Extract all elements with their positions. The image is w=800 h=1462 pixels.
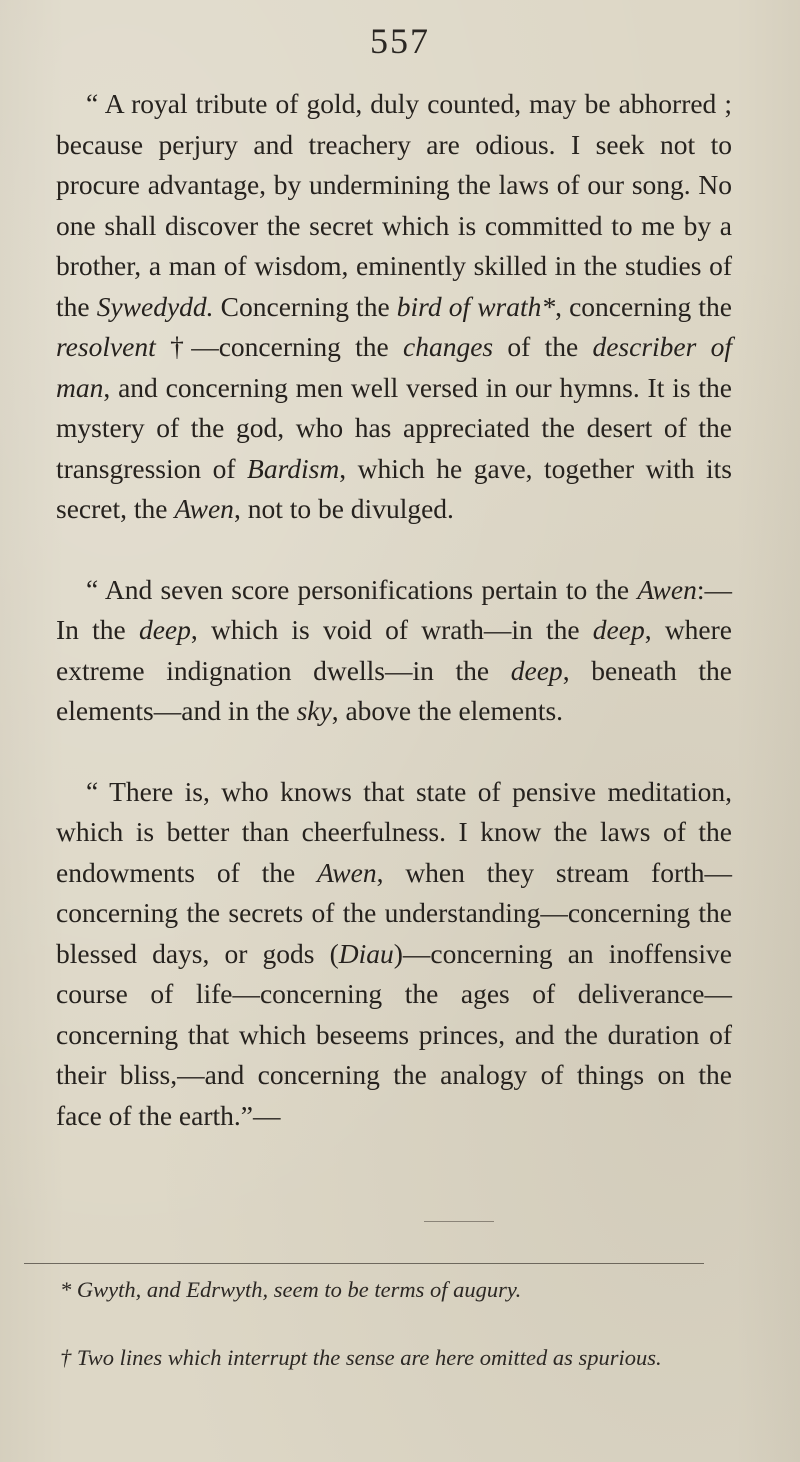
italic-run: Awen [637,573,697,605]
footnote-divider [24,1263,704,1264]
italic-run: Bardism [247,452,340,484]
text-run: , beneath the elements—and in the [56,654,732,726]
italic-run: deep [138,614,191,645]
text-run: , concerning the [555,290,732,322]
text-run: Concerning the [213,290,397,322]
italic-run: resolvent [56,331,156,362]
italic-run: sky [296,695,332,726]
italic-run: deep [510,654,563,686]
italic-run: changes [403,331,494,362]
text-run: , not to be divulged. [233,493,454,524]
italic-run: Sywedydd. [96,290,214,322]
text-run: , and concerning men well versed in our hymns. It is the mystery of the god, who has appreciated the desert of the transgression of [56,371,732,484]
text-run: , when they stream forth—concerning the secrets of the understanding—concerning the blessed days, or gods ( [56,856,732,969]
italic-run: describer of man [56,331,732,403]
italic-run: Awen [174,493,234,524]
end-rule [424,1221,494,1222]
paragraph-2 [56,570,732,732]
italic-run: bird of wrath* [396,290,556,322]
paragraph-1 [56,84,732,530]
text-run: , above the elements. [331,695,564,726]
page-number: 557 [370,21,430,61]
text-run: “ There is, who knows that state of pensive meditation, which is better than cheerfulness. I know the laws of the endowments of the [56,775,732,888]
text-run: †—concerning the [155,331,404,362]
text-run: , where extreme indignation dwells—in the [56,614,732,686]
text-run: , which he gave, together with its secret, the [56,452,733,524]
text-run: )—concerning an inoffensive course of life—concerning the ages of deliverance—concerning that which beseems princes, and the duration of their bliss,—and concerning the analogy of things on the face of the earth.”— [56,937,732,1131]
footnote: † Two lines which interrupt the sense are here omitted as spurious. [60,1345,662,1370]
text-run: , which is void of wrath—in the [190,614,593,645]
text-run: “ And seven score personifications pertain to the [86,573,638,605]
text-run: “ A royal tribute of gold, duly counted, may be abhorred ; because perjury and treachery are odious. I seek not to procure advantage, by undermining the laws of our song. No one shall discover the secret which is committed to me by a brother, a man of wisdom, eminently skilled in the studies of the [56,88,732,322]
italic-run: Diau [338,937,394,969]
text-run: :— In the [56,573,732,645]
text-run: of the [493,331,593,362]
footnote: * Gwyth, and Edrwyth, seem to be terms of augury. [60,1277,522,1302]
paragraph-3 [56,772,732,1137]
body-text [56,84,732,1136]
italic-run: Awen [317,856,377,888]
italic-run: deep [592,614,645,645]
